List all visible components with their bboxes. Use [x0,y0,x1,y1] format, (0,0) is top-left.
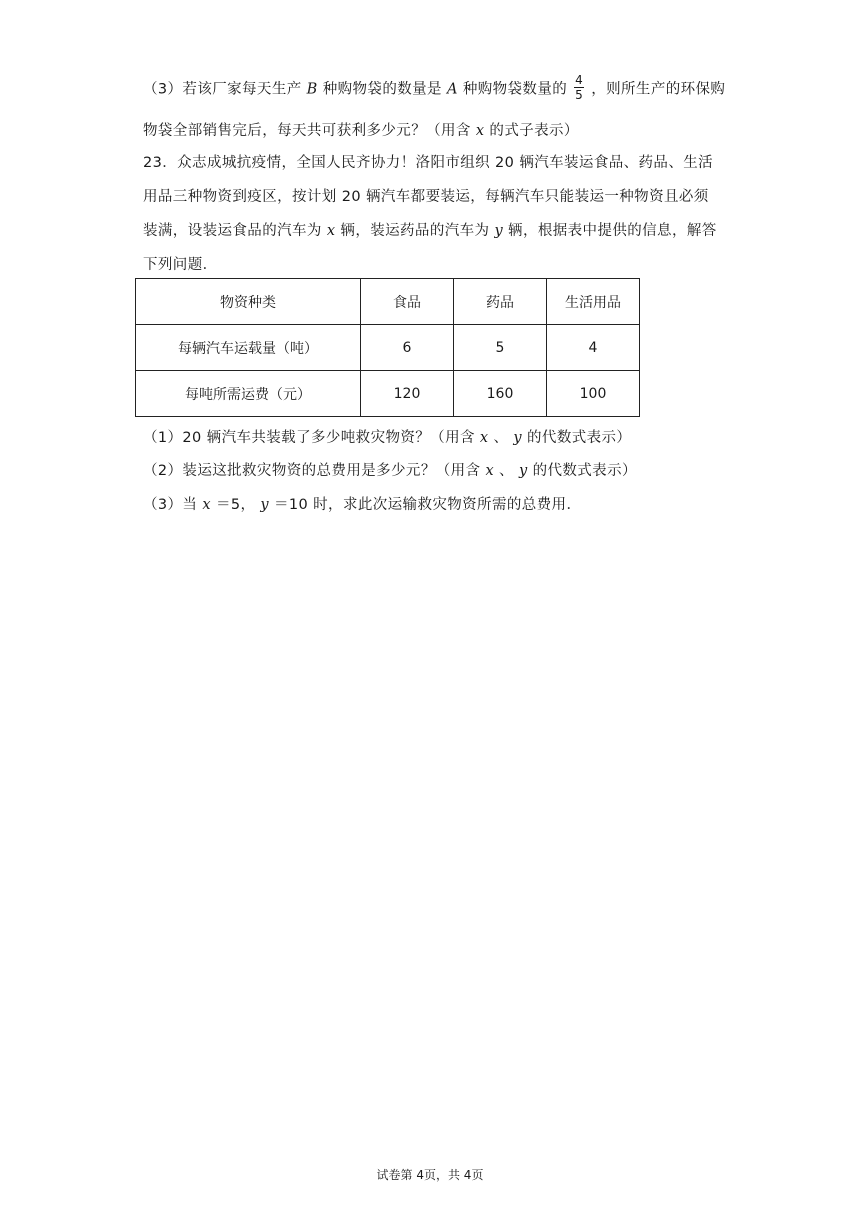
table-cell: 160 [454,371,547,417]
text: （3）若该厂家每天生产 [143,81,302,98]
var-x: x [475,123,485,139]
var-a: A [446,81,458,98]
table-cell: 物资种类 [136,279,361,325]
text: （3）当 [143,497,198,513]
q23-line4: 下列问题． [143,257,218,273]
text: 物袋全部销售完后，每天共可获利多少元？（用含 [143,123,471,139]
var-x: x [479,430,489,446]
q23-line3 [143,219,717,240]
text: 种购物袋的数量是 [322,81,442,98]
fraction-denominator: 5 [575,88,584,102]
var-y: y [518,463,528,479]
text: 的代数式表示） [527,430,632,446]
table-cell: 每吨所需运费（元） [136,371,361,417]
text: 的式子表示） [489,123,579,139]
var-x: x [485,463,495,479]
text: ＝5， [215,497,256,513]
q23-line1: 23．众志成城抗疫情，全国人民齐协力！洛阳市组织 20 辆汽车装运食品、药品、生活 [143,155,714,171]
table-cell: 120 [361,371,454,417]
table-cell: 生活用品 [547,279,640,325]
text: 的代数式表示） [532,463,637,479]
var-y: y [513,430,523,446]
var-y: y [260,497,269,513]
table-cell: 5 [454,325,547,371]
q22-part3-line1 [143,73,726,103]
text: ，则所生产的环保购 [591,81,726,98]
table-row [136,325,640,371]
table-row [136,371,640,417]
q23-part3 [143,493,581,514]
q23-line2: 用品三种物资到疫区，按计划 20 辆汽车都要装运，每辆汽车只能装运一种物资且必须 [143,189,709,205]
table-cell: 6 [361,325,454,371]
var-x: x [202,497,211,513]
table-cell: 4 [547,325,640,371]
var-x: x [326,223,336,239]
var-b: B [306,81,318,98]
table-cell: 药品 [454,279,547,325]
fraction-four-fifths [574,74,584,101]
table-cell: 100 [547,371,640,417]
q23-part1 [143,426,631,447]
table-cell: 食品 [361,279,454,325]
text: （1）20 辆汽车共装载了多少吨救灾物资？（用含 [143,430,475,446]
text: 装满，设装运食品的汽车为 [143,223,322,239]
supplies-table [135,278,640,417]
text: 、 [499,463,514,479]
table-header-row [136,279,640,325]
text: 辆，装运药品的汽车为 [340,223,490,239]
var-y: y [494,223,504,239]
text: 、 [493,430,509,446]
table-cell: 每辆汽车运载量（吨） [136,325,361,371]
text: 种购物袋数量的 [462,81,568,98]
text: （2）装运这批救灾物资的总费用是多少元？（用含 [143,463,481,479]
text: ＝10 时，求此次运输救灾物资所需的总费用． [274,497,582,513]
q22-part3-line2 [143,119,579,140]
page-footer: 试卷第 4页，共 4页 [376,1168,484,1182]
fraction-numerator: 4 [575,73,584,87]
text: 辆，根据表中提供的信息，解答 [508,223,717,239]
q23-part2 [143,459,637,480]
